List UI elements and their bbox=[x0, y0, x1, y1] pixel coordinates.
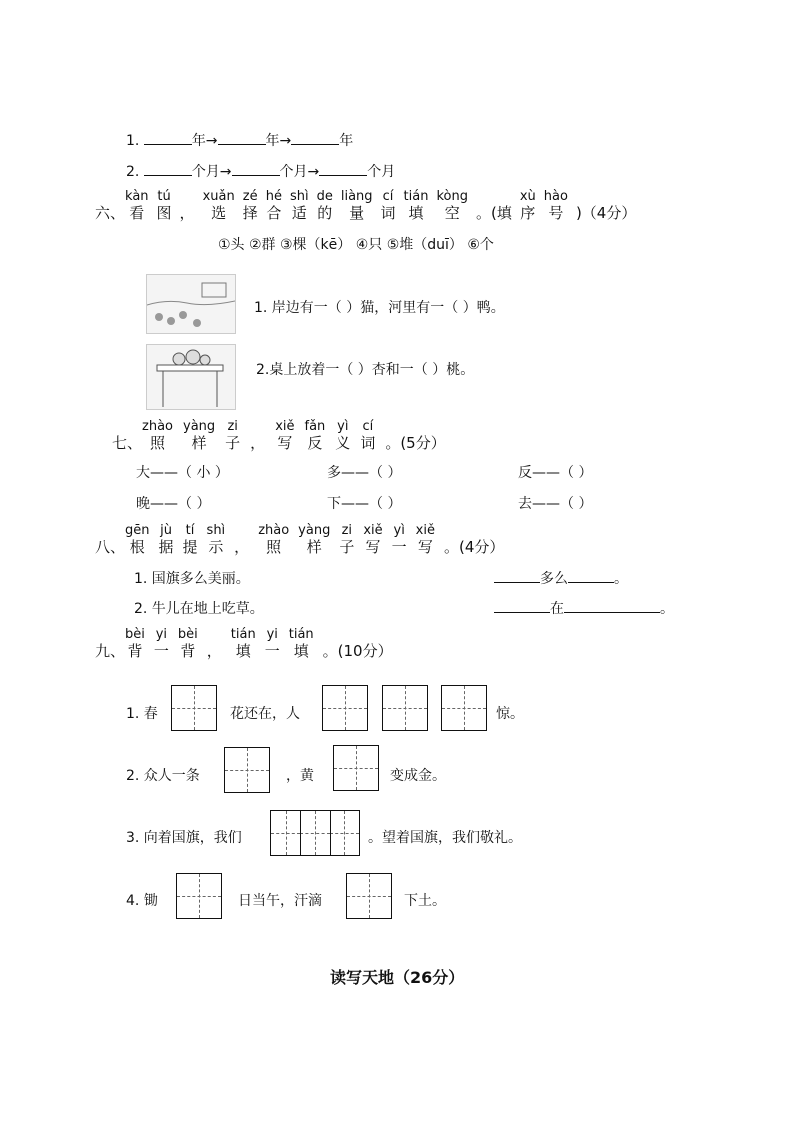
hanzi: ， bbox=[179, 204, 195, 222]
pinyin-char bbox=[243, 190, 258, 222]
antonym-row-1a: 大——（ 小 ） bbox=[136, 465, 229, 481]
pinyin: shì bbox=[206, 523, 226, 538]
pinyin-char bbox=[544, 190, 568, 222]
hanzi: ， bbox=[206, 642, 222, 660]
question-8-1-answer: 多么 。 bbox=[494, 568, 628, 588]
hanzi: 照 bbox=[150, 434, 166, 452]
pinyin: cí bbox=[362, 419, 374, 434]
answer-blank[interactable] bbox=[232, 161, 280, 176]
pinyin-char bbox=[250, 420, 265, 452]
antonym-row-1b: 多——（ ） bbox=[327, 465, 402, 481]
pinyin-char bbox=[335, 420, 350, 452]
hanzi: 的 bbox=[317, 204, 333, 222]
poem-line-2-end: 变成金。 bbox=[390, 768, 446, 784]
pinyin: zhào bbox=[142, 419, 173, 434]
pinyin: shì bbox=[289, 189, 309, 204]
answer-blank[interactable] bbox=[144, 161, 192, 176]
poem-line-1-mid: 花还在，人 bbox=[230, 706, 300, 722]
pinyin: kàn bbox=[125, 189, 149, 204]
question-6-2: 2.桌上放着一（ ）杏和一（ ）桃。 bbox=[256, 362, 475, 378]
hanzi: 号 bbox=[548, 204, 564, 222]
pinyin-char bbox=[363, 524, 382, 556]
poem-line-1-end: 惊。 bbox=[496, 706, 524, 722]
hanzi: 填 bbox=[408, 204, 424, 222]
pinyin-char bbox=[444, 524, 504, 556]
pinyin-char bbox=[225, 420, 240, 452]
hanzi: 词 bbox=[360, 434, 376, 452]
pinyin: hào bbox=[543, 189, 568, 204]
hanzi: 写 bbox=[277, 434, 293, 452]
pinyin-char bbox=[381, 190, 396, 222]
pinyin: yi bbox=[266, 627, 278, 642]
pinyin: xù bbox=[519, 189, 536, 204]
question-6-1: 1. 岸边有一（ ）猫，河里有一（ ）鸭。 bbox=[254, 300, 505, 316]
hanzi: 子 bbox=[339, 538, 355, 556]
section-title-reading-writing: 读写天地（26分） bbox=[330, 968, 465, 987]
hanzi: 填 bbox=[235, 642, 251, 660]
writing-box[interactable] bbox=[171, 685, 217, 731]
antonym-row-2b: 下——（ ） bbox=[327, 496, 402, 512]
hanzi: 背 bbox=[180, 642, 196, 660]
antonym-row-1c: 反——（ ） bbox=[518, 465, 593, 481]
answer-blank[interactable] bbox=[494, 598, 550, 613]
hanzi: 词 bbox=[380, 204, 396, 222]
pinyin-char bbox=[275, 420, 294, 452]
table-fruit-image bbox=[146, 344, 236, 410]
pinyin-char bbox=[125, 524, 150, 556]
pinyin: hé bbox=[265, 189, 282, 204]
section-6-heading: 六、 kàn 看 tú 图 ， xuǎn 选 zé 择 hé 合 shì 适 de 的 liàng 量 cí 词 tián 填 kòng 空 。(填 xù 序 hào 号 )（4分） bbox=[95, 189, 637, 222]
writing-box[interactable] bbox=[224, 747, 270, 793]
pinyin: xiě bbox=[275, 419, 295, 434]
writing-box[interactable] bbox=[322, 685, 368, 731]
hanzi: 照 bbox=[266, 538, 282, 556]
poem-line-3-end: 。望着国旗，我们敬礼。 bbox=[368, 830, 522, 846]
hanzi: 示 bbox=[208, 538, 224, 556]
poem-line-4-start: 4. 锄 bbox=[126, 893, 158, 909]
hanzi: 量 bbox=[349, 204, 365, 222]
hanzi: 适 bbox=[291, 204, 307, 222]
pinyin-char bbox=[125, 190, 149, 222]
pinyin-char bbox=[385, 420, 445, 452]
answer-blank[interactable] bbox=[218, 130, 266, 145]
pinyin-char bbox=[576, 190, 636, 222]
pinyin: de bbox=[316, 189, 333, 204]
pinyin: yi bbox=[155, 627, 168, 642]
hanzi: 空 bbox=[444, 204, 460, 222]
hanzi: 提 bbox=[182, 538, 198, 556]
hanzi: 一 bbox=[391, 538, 407, 556]
pinyin-char bbox=[125, 628, 145, 660]
hanzi: 义 bbox=[335, 434, 351, 452]
poem-line-4-end: 下土。 bbox=[404, 893, 446, 909]
hanzi: 。(4分） bbox=[443, 538, 505, 556]
pinyin: zi bbox=[227, 419, 238, 434]
hanzi: 背 bbox=[127, 642, 143, 660]
pinyin-char bbox=[436, 190, 468, 222]
pinyin: kòng bbox=[436, 189, 468, 204]
answer-blank[interactable] bbox=[494, 568, 540, 583]
pinyin-char bbox=[142, 420, 173, 452]
hanzi: 。(填 bbox=[475, 204, 512, 222]
pinyin-char bbox=[207, 524, 226, 556]
pinyin: xiě bbox=[363, 523, 383, 538]
hanzi: 子 bbox=[225, 434, 241, 452]
pinyin-char bbox=[183, 420, 215, 452]
answer-blank[interactable] bbox=[564, 598, 660, 613]
pinyin-char bbox=[317, 190, 333, 222]
hanzi: 选 bbox=[211, 204, 227, 222]
hanzi: 反 bbox=[307, 434, 323, 452]
pinyin-char bbox=[207, 628, 222, 660]
pinyin-char bbox=[290, 190, 309, 222]
hanzi: 填 bbox=[293, 642, 309, 660]
pinyin: yàng bbox=[183, 419, 216, 434]
pinyin-char bbox=[157, 190, 172, 222]
hanzi: 根 bbox=[129, 538, 145, 556]
pinyin: fǎn bbox=[304, 419, 326, 434]
answer-blank[interactable] bbox=[319, 161, 367, 176]
pinyin: yàng bbox=[298, 523, 331, 538]
writing-box[interactable] bbox=[176, 873, 222, 919]
hanzi: 合 bbox=[266, 204, 282, 222]
pinyin: xiě bbox=[415, 523, 435, 538]
writing-box[interactable] bbox=[333, 745, 379, 791]
pinyin: tián bbox=[288, 627, 314, 642]
pinyin: bèi bbox=[125, 627, 145, 642]
hanzi: 样 bbox=[306, 538, 322, 556]
hanzi: 一 bbox=[153, 642, 169, 660]
question-8-2-answer: 在 。 bbox=[494, 598, 674, 618]
pinyin: zi bbox=[341, 523, 353, 538]
pinyin-char bbox=[323, 628, 393, 660]
pinyin: bèi bbox=[177, 627, 198, 642]
poem-line-2-start: 2. 众人一条 bbox=[126, 768, 200, 784]
pinyin: yì bbox=[337, 419, 349, 434]
question-8-1: 1. 国旗多么美丽。 bbox=[134, 571, 250, 587]
hanzi: 一 bbox=[264, 642, 280, 660]
antonym-row-2a: 晚——（ ） bbox=[136, 496, 211, 512]
poem-line-3-start: 3. 向着国旗，我们 bbox=[126, 830, 242, 846]
section-9-heading: 九、 bèi 背 yi 一 bèi 背 ， tián 填 yi 一 tián 填 。(10分） bbox=[95, 627, 393, 660]
pinyin: yì bbox=[393, 523, 405, 538]
pinyin-char bbox=[289, 628, 314, 660]
hanzi: ， bbox=[250, 434, 266, 452]
writing-box[interactable] bbox=[441, 685, 487, 731]
hanzi: 写 bbox=[365, 538, 381, 556]
pinyin-char bbox=[178, 628, 198, 660]
hanzi: 。(10分） bbox=[322, 642, 393, 660]
pinyin-char bbox=[265, 628, 280, 660]
pinyin-char bbox=[476, 190, 512, 222]
pinyin-char bbox=[234, 524, 249, 556]
pinyin-char bbox=[520, 190, 536, 222]
section-8-heading: 八、 gēn 根 jù 据 tí 提 shì 示 ， zhào 照 yàng 样 zi 子 xiě 写 yì 一 xiě 写 。(4分） bbox=[95, 523, 505, 556]
pinyin: gēn bbox=[125, 523, 150, 538]
hanzi: 择 bbox=[242, 204, 258, 222]
writing-box[interactable] bbox=[382, 685, 428, 731]
pinyin-char bbox=[339, 524, 354, 556]
hanzi: 看 bbox=[129, 204, 145, 222]
answer-blank[interactable] bbox=[291, 130, 339, 145]
hanzi: 据 bbox=[158, 538, 174, 556]
hanzi: 图 bbox=[156, 204, 172, 222]
answer-blank[interactable] bbox=[144, 130, 192, 145]
month-sequence-row: 2. 个月→ 个月→ 个月 bbox=[126, 161, 395, 181]
hanzi: 写 bbox=[417, 538, 433, 556]
pinyin-char bbox=[180, 190, 195, 222]
pinyin: zé bbox=[242, 189, 258, 204]
pinyin-char bbox=[154, 628, 169, 660]
pinyin-char bbox=[258, 524, 289, 556]
pinyin-char bbox=[183, 524, 198, 556]
hanzi: 样 bbox=[191, 434, 207, 452]
section-7-heading: 七、 zhào 照 yàng 样 zi 子 ， xiě 写 fǎn 反 yì 义 cí 词 。(5分） bbox=[112, 419, 446, 452]
pinyin-char bbox=[360, 420, 375, 452]
hanzi: 序 bbox=[520, 204, 536, 222]
poem-line-4-mid: 日当午，汗滴 bbox=[238, 893, 322, 909]
writing-box-wide[interactable] bbox=[270, 810, 360, 856]
hanzi: ， bbox=[234, 538, 250, 556]
pinyin-char bbox=[341, 190, 373, 222]
pinyin: cí bbox=[382, 189, 394, 204]
pinyin-char bbox=[203, 190, 235, 222]
pinyin-char bbox=[266, 190, 282, 222]
pinyin: liàng bbox=[340, 189, 373, 204]
question-8-2: 2. 牛儿在地上吃草。 bbox=[134, 601, 264, 617]
pinyin: jù bbox=[160, 523, 172, 538]
pinyin-char bbox=[231, 628, 256, 660]
writing-box[interactable] bbox=[346, 873, 392, 919]
pinyin-char bbox=[159, 524, 174, 556]
poem-line-2-mid: ，黄 bbox=[286, 768, 314, 784]
measure-word-options: ①头 ②群 ③棵（kē） ④只 ⑤堆（duī） ⑥个 bbox=[218, 237, 494, 253]
pinyin-char bbox=[404, 190, 429, 222]
pinyin-char bbox=[305, 420, 326, 452]
pinyin-char bbox=[416, 524, 435, 556]
hanzi: 。(5分） bbox=[385, 434, 446, 452]
pinyin: tí bbox=[185, 523, 195, 538]
pinyin: tú bbox=[157, 189, 171, 204]
poem-line-1-start: 1. 春 bbox=[126, 706, 158, 722]
year-sequence-row: 1. 年→ 年→ 年 bbox=[126, 130, 353, 150]
pinyin: tián bbox=[403, 189, 429, 204]
antonym-row-2c: 去——（ ） bbox=[518, 496, 593, 512]
river-scene-image bbox=[146, 274, 236, 334]
pinyin: xuǎn bbox=[202, 189, 235, 204]
pinyin-char bbox=[298, 524, 330, 556]
pinyin: tián bbox=[230, 627, 256, 642]
answer-blank[interactable] bbox=[568, 568, 614, 583]
hanzi: )（4分） bbox=[575, 204, 637, 222]
pinyin-char bbox=[392, 524, 407, 556]
pinyin: zhào bbox=[258, 523, 290, 538]
